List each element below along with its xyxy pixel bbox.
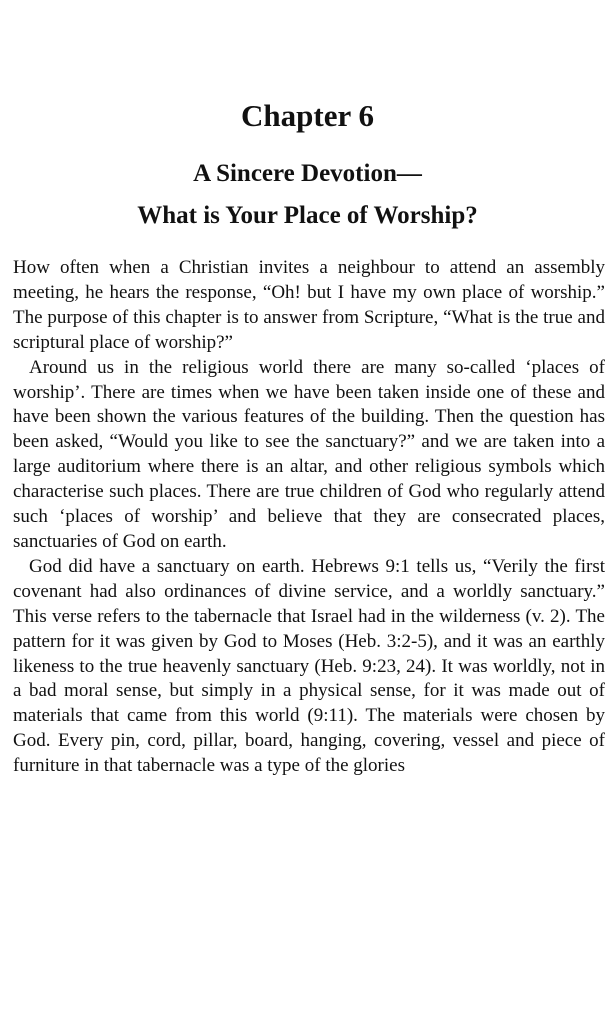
chapter-body bbox=[13, 256, 605, 779]
chapter-title: Chapter 6 bbox=[241, 98, 374, 133]
paragraph-3: God did have a sanctuary on earth. Hebrews 9:1 tells us, “Verily the first covenant had also ordinances of divine service, and a worldly sanctuary.” This verse refers to the tabernacle that Israel had in the wilderness (v. 2). The pattern for it was given by God to Moses (Heb. 3:2-5), and it was an earthly likeness to the true heavenly sanctuary (Heb. 9:23, 24). It was worldly, not in a bad moral sense, but simply in a physical sense, for it was made out of materials that came from this world (9:11). The materials were chosen by God. Every pin, cord, pillar, board, hanging, covering, vessel and piece of furniture in that tabernacle was a type of the glories bbox=[13, 555, 605, 777]
paragraph-1: How often when a Christian invites a neighbour to attend an assembly meeting, he hears the response, “Oh! but I have my own place of worship.” The purpose of this chapter is to answer from Scripture, “What is the true and scriptural place of worship?” bbox=[13, 257, 605, 353]
chapter-subtitle-line-2: What is Your Place of Worship? bbox=[137, 202, 478, 229]
paragraph-2: Around us in the religious world there are many so-called ‘places of worship’. There are times when we have been taken inside one of these and have been shown the various features of the building. Then the question has been asked, “Would you like to see the sanctuary?” and we are taken into a large auditorium where there is an altar, and other religious symbols which characterise such places. There are true children of God who regularly attend such ‘places of worship’ and believe that they are consecrated places, sanctuaries of God on earth. bbox=[13, 356, 605, 552]
chapter-subtitle-line-1: A Sincere Devotion— bbox=[193, 160, 422, 187]
